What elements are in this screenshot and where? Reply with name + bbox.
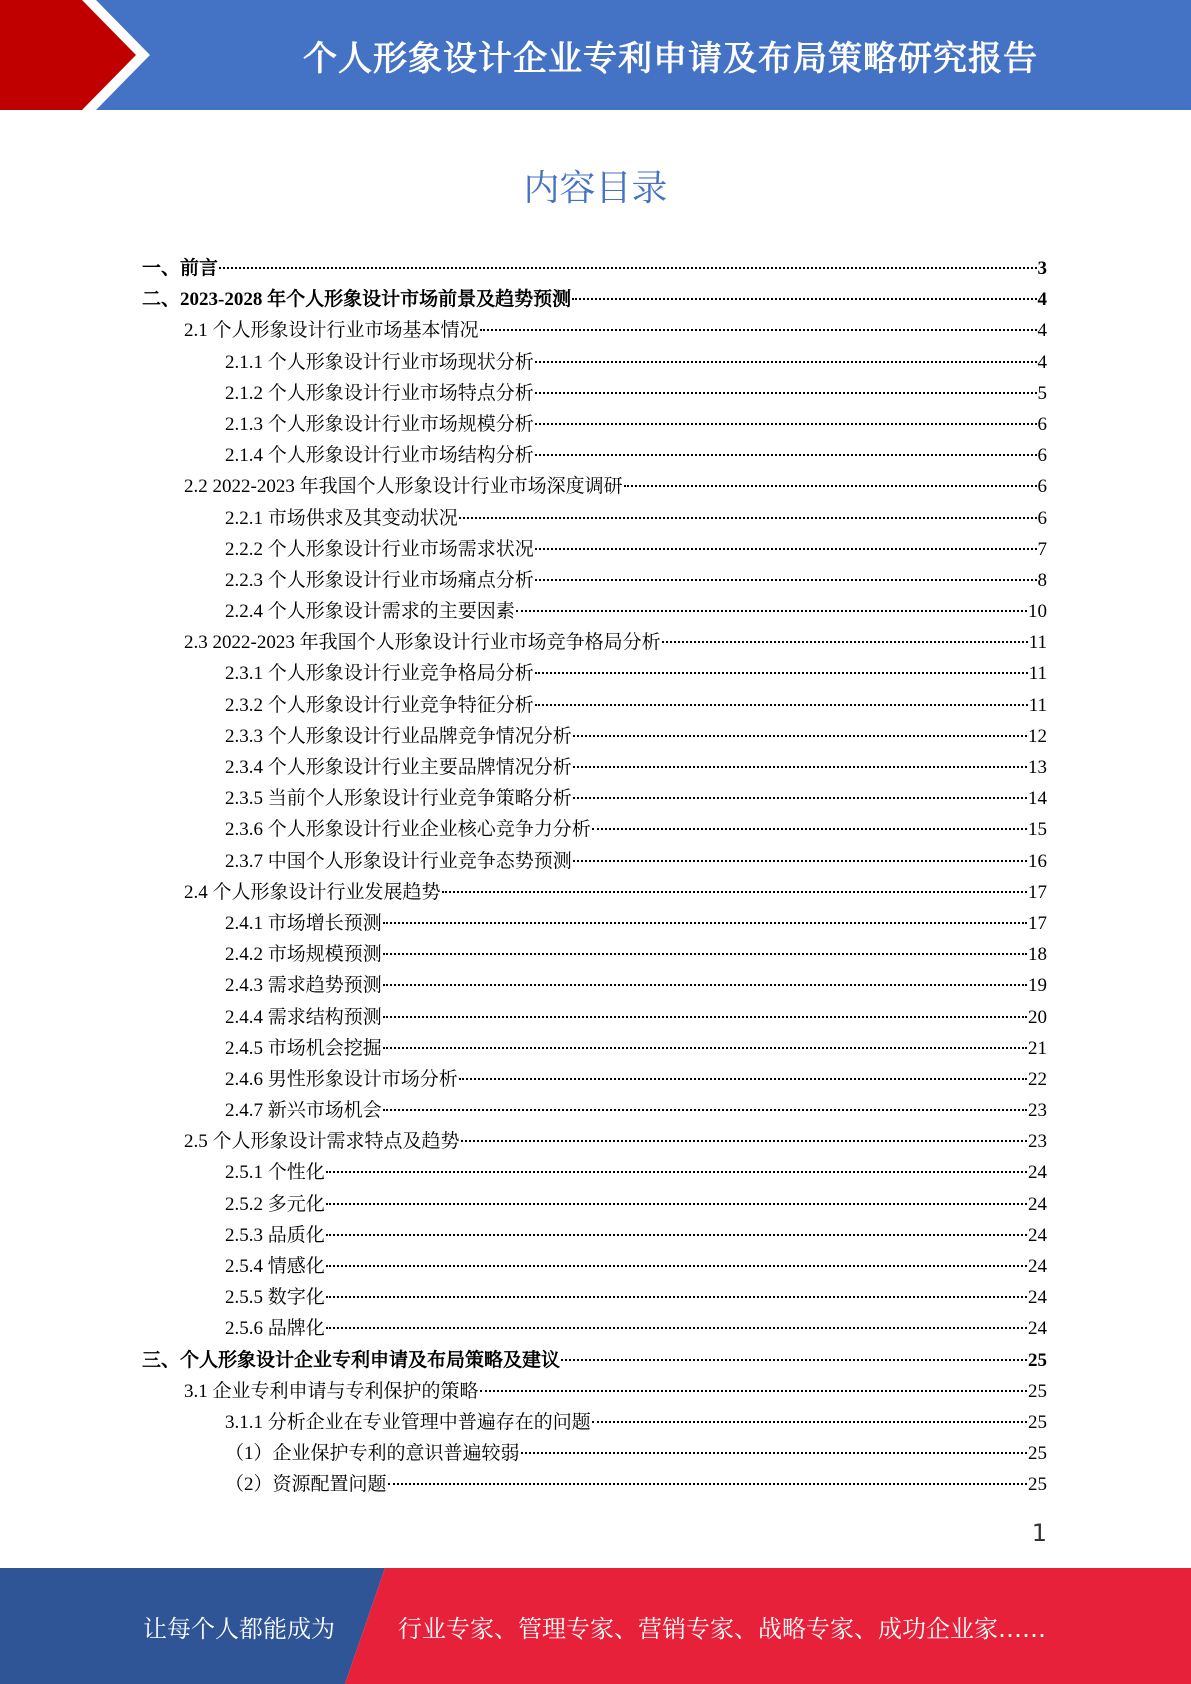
toc-entry-page: 15: [1028, 819, 1047, 841]
toc-entry-label: 2.4.2 市场规模预测: [225, 944, 382, 966]
toc-entry-page: 16: [1028, 850, 1047, 872]
toc-leader-dots: [383, 1109, 1027, 1111]
toc-entry-page: 4: [1037, 289, 1047, 311]
toc-entry-label: 2.4.5 市场机会挖掘: [225, 1037, 382, 1059]
toc-entry-label: 2.1 个人形象设计行业市场基本情况: [184, 320, 479, 342]
toc-entry-label: 3.1 企业专利申请与专利保护的策略: [184, 1380, 479, 1402]
toc-entry-label: 2.3.6 个人形象设计行业企业核心竞争力分析: [225, 819, 591, 841]
toc-entry-page: 10: [1028, 601, 1047, 623]
toc-entry-label: 2.3.4 个人形象设计行业主要品牌情况分析: [225, 757, 572, 778]
toc-entry-page: 11: [1028, 663, 1047, 685]
toc-entry[interactable]: [142, 1282, 1047, 1313]
toc-entry[interactable]: [142, 690, 1047, 721]
toc-entry-label: 2.4.6 男性形象设计市场分析: [225, 1068, 458, 1090]
toc-entry[interactable]: [142, 846, 1047, 877]
toc-entry[interactable]: [142, 1220, 1047, 1251]
toc-leader-dots: [624, 485, 1037, 487]
toc-leader-dots: [383, 1047, 1027, 1049]
toc-entry-page: 23: [1028, 1131, 1047, 1153]
toc-entry[interactable]: [142, 939, 1047, 970]
toc-entry[interactable]: [142, 534, 1047, 565]
toc-entry[interactable]: [142, 1251, 1047, 1282]
toc-entry[interactable]: [142, 1126, 1047, 1157]
toc-entry-page: 25: [1028, 1349, 1047, 1371]
table-of-contents: [142, 253, 1047, 1501]
toc-entry[interactable]: [142, 378, 1047, 409]
toc-leader-dots: [573, 766, 1027, 768]
toc-entry[interactable]: [142, 908, 1047, 939]
toc-entry-label: 2.4 个人形象设计行业发展趋势: [184, 881, 441, 903]
page-number: 1: [1031, 1519, 1047, 1547]
toc-entry-page: 25: [1028, 1474, 1047, 1496]
toc-leader-dots: [326, 1265, 1027, 1267]
toc-entry-label: 三、个人形象设计企业专利申请及布局策略及建议: [142, 1349, 561, 1371]
toc-entry-label: 一、前言: [142, 258, 219, 279]
toc-leader-dots: [388, 1483, 1027, 1485]
toc-entry[interactable]: [142, 1189, 1047, 1220]
toc-entry-label: 2.5.1 个性化: [225, 1162, 325, 1184]
toc-entry-label: 2.1.3 个人形象设计行业市场规模分析: [225, 413, 534, 435]
toc-entry-label: 二、2023-2028 年个人形象设计市场前景及趋势预测: [142, 289, 572, 311]
report-title: 个人形象设计企业专利申请及布局策略研究报告: [303, 38, 1038, 79]
toc-entry-label: 2.2.1 市场供求及其变动状况: [225, 507, 458, 529]
toc-entry[interactable]: [142, 970, 1047, 1001]
toc-leader-dots: [442, 891, 1027, 893]
toc-leader-dots: [535, 672, 1028, 674]
toc-entry[interactable]: [142, 1002, 1047, 1033]
toc-entry-label: 2.2.2 个人形象设计行业市场需求状况: [225, 538, 534, 560]
toc-entry-label: 2.3.3 个人形象设计行业品牌竞争情况分析: [225, 725, 572, 747]
toc-entry[interactable]: [142, 503, 1047, 534]
toc-entry-page: 24: [1028, 1256, 1047, 1277]
toc-entry[interactable]: [142, 627, 1047, 658]
toc-entry-page: 3: [1037, 258, 1047, 279]
toc-entry-page: 14: [1028, 788, 1047, 810]
toc-entry-label: 2.2.3 个人形象设计行业市场痛点分析: [225, 569, 534, 591]
toc-entry[interactable]: [142, 1064, 1047, 1095]
toc-entry-label: （2）资源配置问题: [225, 1474, 387, 1496]
toc-leader-dots: [535, 548, 1037, 550]
toc-entry[interactable]: [142, 347, 1047, 378]
toc-entry-page: 21: [1028, 1037, 1047, 1059]
toc-entry[interactable]: [142, 284, 1047, 315]
toc-entry-label: 2.4.4 需求结构预测: [225, 1006, 382, 1028]
toc-leader-dots: [592, 828, 1027, 830]
toc-entry[interactable]: [142, 877, 1047, 908]
toc-leader-dots: [383, 922, 1027, 924]
toc-entry-page: 24: [1028, 1318, 1047, 1340]
toc-leader-dots: [535, 704, 1028, 706]
toc-leader-dots: [459, 517, 1037, 519]
toc-entry-label: 2.4.1 市场增长预测: [225, 912, 382, 934]
toc-entry[interactable]: [142, 471, 1047, 502]
toc-entry-page: 4: [1037, 320, 1047, 342]
toc-leader-dots: [326, 1171, 1027, 1173]
toc-heading: 内容目录: [523, 168, 668, 209]
toc-entry-label: 2.2 2022-2023 年我国个人形象设计行业市场深度调研: [184, 476, 623, 498]
toc-leader-dots: [572, 298, 1036, 300]
toc-entry-label: 2.5.5 数字化: [225, 1287, 325, 1309]
toc-leader-dots: [326, 1296, 1027, 1298]
toc-entry-label: 2.5 个人形象设计需求特点及趋势: [184, 1131, 460, 1153]
toc-entry-label: 2.5.4 情感化: [225, 1256, 325, 1277]
toc-entry[interactable]: [142, 1095, 1047, 1126]
toc-entry-label: 2.5.6 品牌化: [225, 1318, 325, 1340]
toc-entry[interactable]: [142, 1313, 1047, 1344]
footer-slogan-left: 让每个人都能成为: [143, 1614, 335, 1643]
toc-entry-label: 2.3.1 个人形象设计行业竞争格局分析: [225, 663, 534, 685]
toc-leader-dots: [326, 1327, 1027, 1329]
toc-leader-dots: [662, 641, 1028, 643]
toc-entry[interactable]: [142, 409, 1047, 440]
report-footer: [0, 1568, 1191, 1684]
toc-entry-page: 7: [1037, 538, 1047, 560]
toc-entry-page: 17: [1028, 881, 1047, 903]
toc-entry-page: 11: [1028, 694, 1047, 716]
toc-entry-page: 4: [1037, 351, 1047, 373]
toc-entry-label: 2.3 2022-2023 年我国个人形象设计行业市场竞争格局分析: [184, 632, 661, 654]
toc-entry[interactable]: [142, 1376, 1047, 1407]
toc-entry-page: 8: [1037, 569, 1047, 591]
toc-entry[interactable]: [142, 814, 1047, 845]
toc-leader-dots: [573, 860, 1027, 862]
toc-entry-page: 12: [1028, 725, 1047, 747]
toc-leader-dots: [521, 1452, 1027, 1454]
toc-entry-page: 13: [1028, 757, 1047, 778]
toc-entry[interactable]: [142, 1033, 1047, 1064]
toc-leader-dots: [573, 797, 1027, 799]
toc-entry[interactable]: [142, 565, 1047, 596]
toc-leader-dots: [573, 735, 1027, 737]
toc-entry-page: 24: [1028, 1224, 1047, 1246]
toc-leader-dots: [535, 454, 1037, 456]
toc-entry-label: 2.5.3 品质化: [225, 1224, 325, 1246]
toc-entry-page: 25: [1028, 1380, 1047, 1402]
toc-entry-label: 2.4.3 需求趋势预测: [225, 975, 382, 997]
toc-entry-page: 24: [1028, 1193, 1047, 1215]
toc-leader-dots: [383, 1016, 1027, 1018]
toc-leader-dots: [535, 361, 1037, 363]
toc-entry-label: 2.4.7 新兴市场机会: [225, 1100, 382, 1122]
toc-entry-page: 20: [1028, 1006, 1047, 1028]
toc-leader-dots: [326, 1203, 1027, 1205]
toc-entry-page: 6: [1037, 413, 1047, 435]
toc-entry-label: 2.5.2 多元化: [225, 1193, 325, 1215]
toc-entry-label: 2.3.2 个人形象设计行业竞争特征分析: [225, 694, 534, 716]
toc-leader-dots: [219, 267, 1036, 269]
toc-entry[interactable]: [142, 752, 1047, 783]
toc-leader-dots: [326, 1234, 1027, 1236]
toc-entry-page: 6: [1037, 507, 1047, 529]
toc-entry-page: 11: [1028, 632, 1047, 654]
toc-entry-page: 6: [1037, 445, 1047, 467]
toc-entry-page: 25: [1028, 1411, 1047, 1433]
toc-entry-label: 3.1.1 分析企业在专业管理中普遍存在的问题: [225, 1411, 591, 1433]
toc-entry-label: 2.3.5 当前个人形象设计行业竞争策略分析: [225, 788, 572, 810]
toc-leader-dots: [383, 984, 1027, 986]
toc-entry-page: 18: [1028, 944, 1047, 966]
toc-leader-dots: [561, 1359, 1027, 1361]
toc-entry[interactable]: [142, 783, 1047, 814]
toc-entry[interactable]: [142, 1438, 1047, 1469]
toc-entry-page: 19: [1028, 975, 1047, 997]
toc-entry[interactable]: [142, 315, 1047, 346]
toc-entry-page: 6: [1037, 476, 1047, 498]
toc-entry[interactable]: [142, 1469, 1047, 1500]
toc-entry[interactable]: [142, 1345, 1047, 1376]
toc-leader-dots: [592, 1421, 1027, 1423]
toc-entry-page: 25: [1028, 1443, 1047, 1465]
toc-entry-label: 2.3.7 中国个人形象设计行业竞争态势预测: [225, 850, 572, 872]
toc-leader-dots: [535, 423, 1037, 425]
toc-leader-dots: [535, 579, 1037, 581]
toc-entry-label: （1）企业保护专利的意识普遍较弱: [225, 1443, 520, 1465]
toc-leader-dots: [459, 1078, 1027, 1080]
toc-entry[interactable]: [142, 440, 1047, 471]
toc-entry[interactable]: [142, 658, 1047, 689]
toc-leader-dots: [516, 610, 1027, 612]
toc-leader-dots: [461, 1140, 1027, 1142]
toc-entry-page: 24: [1028, 1162, 1047, 1184]
toc-entry-label: 2.1.1 个人形象设计行业市场现状分析: [225, 351, 534, 373]
toc-entry-label: 2.1.4 个人形象设计行业市场结构分析: [225, 445, 534, 467]
footer-slogan-right: 行业专家、管理专家、营销专家、战略专家、成功企业家……: [398, 1614, 1046, 1643]
toc-entry-label: 2.1.2 个人形象设计行业市场特点分析: [225, 382, 534, 404]
toc-entry-page: 23: [1028, 1100, 1047, 1122]
toc-entry[interactable]: [142, 1407, 1047, 1438]
report-header: [0, 0, 1191, 110]
toc-entry[interactable]: [142, 1157, 1047, 1188]
toc-entry[interactable]: [142, 253, 1047, 284]
toc-entry[interactable]: [142, 721, 1047, 752]
toc-leader-dots: [535, 392, 1037, 394]
toc-entry-page: 24: [1028, 1287, 1047, 1309]
toc-entry-label: 2.2.4 个人形象设计需求的主要因素: [225, 601, 515, 623]
toc-leader-dots: [480, 1390, 1027, 1392]
toc-leader-dots: [480, 329, 1037, 331]
toc-entry-page: 5: [1037, 382, 1047, 404]
toc-leader-dots: [383, 953, 1027, 955]
toc-entry-page: 22: [1028, 1068, 1047, 1090]
toc-entry[interactable]: [142, 596, 1047, 627]
toc-entry-page: 17: [1028, 912, 1047, 934]
